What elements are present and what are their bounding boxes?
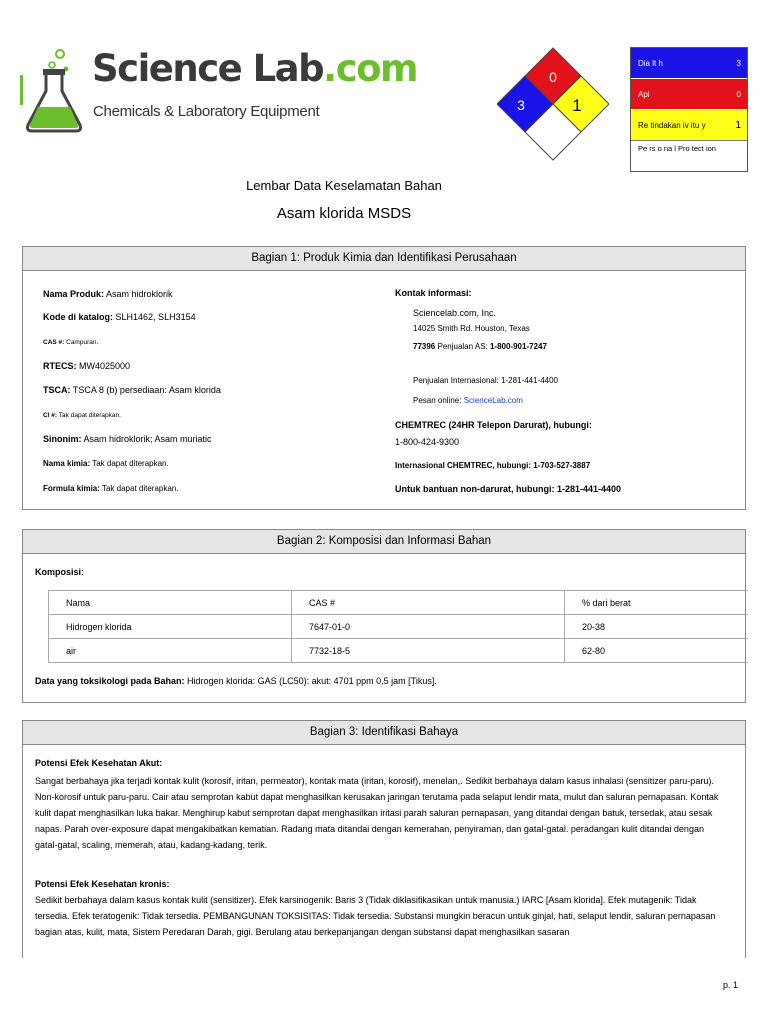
- contact-label: Kontak informasi:: [395, 288, 472, 298]
- hazard-rating-table: [630, 47, 748, 172]
- section-2: [22, 529, 746, 703]
- company-name: Sciencelab.com, Inc.: [413, 308, 497, 318]
- document-subtitle: Asam klorida MSDS: [276, 205, 412, 222]
- sciencelab-logo: [20, 45, 418, 135]
- chronic-effects-text: Sedikit berbahaya dalam kasus kontak kulit (sensitizer). Efek karsinogenik: Baris 3 (Tidak diklasifikasikan untuk manusia.) IARC [Asam klorida]. Efek mutagenik: Tidak tersedia. Efek teratogenik: Tidak tersedia. PEMBANGUNAN TOKSISITAS: Tidak tersedia. Substansi mungkin beracun untuk ginjal, hati, selaput lendir, saluran pernapasan bagian atas, kulit, mata, Sistem Peredaran Darah, gigi. Berulang atau berkepanjangan dengan substansi dapat menghasilkan sasaran: [35, 895, 716, 937]
- table-cell: air: [49, 639, 292, 663]
- non-emergency: Untuk bantuan non-darurat, hubungi: 1-281-441-4400: [395, 484, 622, 494]
- section-1: [22, 246, 746, 510]
- section-1-heading: Bagian 1: Produk Kimia dan Identifikasi Perusahaan: [23, 247, 745, 271]
- health-value: 3: [517, 97, 525, 113]
- order-online-link[interactable]: ScienceLab.com: [463, 396, 523, 405]
- table-row: [49, 639, 749, 663]
- hazard-row-health: Dia lt h 3: [631, 48, 747, 79]
- table-cell: 7647-01-0: [292, 615, 565, 639]
- table-header-row: [49, 591, 749, 615]
- hazard-row-ppe: Pe rs o na l Pro tect ion: [631, 141, 747, 171]
- cas-number: CAS #: Campuran.: [43, 339, 99, 346]
- table-cell: Hidrogen klorida: [49, 615, 292, 639]
- composition-table: [48, 590, 748, 663]
- composition-label: Komposisi:: [35, 567, 85, 577]
- table-header: CAS #: [292, 591, 565, 615]
- page-number: p. 1: [722, 980, 738, 990]
- ci-number: CI #: Tak dapat diterapkan.: [43, 412, 121, 419]
- intl-sales: Penjualan Internasional: 1-281-441-4400: [413, 376, 558, 385]
- acute-effects-text: Sangat berbahaya jika terjadi kontak kulit (korosif, iritan, permeator), kontak mata (iritan, korosif), menelan,. Sedikit berbahaya dalam kasus inhalasi (sensitizer paru-paru). Non-korosif untuk paru-paru. Cair atau semprotan kabut dapat menghasilkan kerusakan jaringan terutama pada selaput lendir mata, mulut dan saluran pernapasan. Kontak kulit dapat menghasilkan luka bakar. Menghirup kabut semprotan dapat menghasilkan iritasi parah saluran pernapasan, yang ditandai dengan batuk, tersedak, atau sesak napas. Parah over-exposure dapat mengakibatkan kematian. Radang mata ditandai dengan kemerahan, penyiraman, dan gatal-gatal. peradangan kulit ditandai dengan gatal-gatal, scaling, memerah, atau, kadang-kadang, terik.: [35, 776, 719, 850]
- hazard-row-reactivity: Re tindakan iv itu y 1: [631, 110, 747, 141]
- catalog-code: Kode di katalog: SLH1462, SLH3154: [43, 312, 196, 322]
- nfpa-diamond: [497, 46, 609, 164]
- chemical-name: Nama kimia: Tak dapat diterapkan.: [43, 459, 169, 468]
- intl-chemtrec: Internasional CHEMTREC, hubungi: 1-703-527-3887: [395, 461, 591, 470]
- table-row: [49, 615, 749, 639]
- table-cell: 20-38: [565, 615, 749, 639]
- reactivity-value: 1: [572, 96, 582, 115]
- flask-icon: [20, 45, 90, 135]
- brand-name: Science Lab.com: [92, 47, 418, 90]
- product-name: Nama Produk: Asam hidroklorik: [43, 289, 173, 299]
- table-cell: 62-80: [565, 639, 749, 663]
- table-header: Nama: [49, 591, 292, 615]
- acute-effects-label: Potensi Efek Kesehatan Akut:: [35, 758, 163, 768]
- table-cell: 7732-18-5: [292, 639, 565, 663]
- chronic-effects-label: Potensi Efek Kesehatan kronis:: [35, 879, 170, 889]
- synonym: Sinonim: Asam hidroklorik; Asam muriatic: [43, 434, 212, 444]
- brand-tagline: Chemicals & Laboratory Equipment: [93, 103, 320, 120]
- company-address: 14025 Smith Rd. Houston, Texas: [413, 324, 530, 333]
- us-sales: 77396 Penjualan AS: 1-800-901-7247: [413, 342, 547, 351]
- rtecs: RTECS: MW4025000: [43, 361, 131, 371]
- chemical-formula: Formula kimia: Tak dapat diterapkan.: [43, 484, 179, 493]
- document-title: Lembar Data Keselamatan Bahan: [246, 178, 442, 193]
- section-2-heading: Bagian 2: Komposisi dan Informasi Bahan: [23, 530, 745, 554]
- table-header: % dari berat: [565, 591, 749, 615]
- section-3: [22, 720, 746, 958]
- toxicology-data: Data yang toksikologi pada Bahan: Hidrogen klorida: GAS (LC50): akut: 4701 ppm 0,5 jam [Tikus].: [35, 676, 437, 686]
- flammability-value: 0: [549, 69, 557, 85]
- chemtrec-phone: 1-800-424-9300: [395, 437, 460, 447]
- chemtrec: CHEMTREC (24HR Telepon Darurat), hubungi:: [395, 420, 592, 430]
- hazard-row-fire: Api 0: [631, 79, 747, 110]
- tsca: TSCA: TSCA 8 (b) persediaan: Asam klorida: [43, 385, 221, 395]
- order-online: Pesan online: ScienceLab.com: [413, 396, 523, 405]
- section-3-heading: Bagian 3: Identifikasi Bahaya: [23, 721, 745, 745]
